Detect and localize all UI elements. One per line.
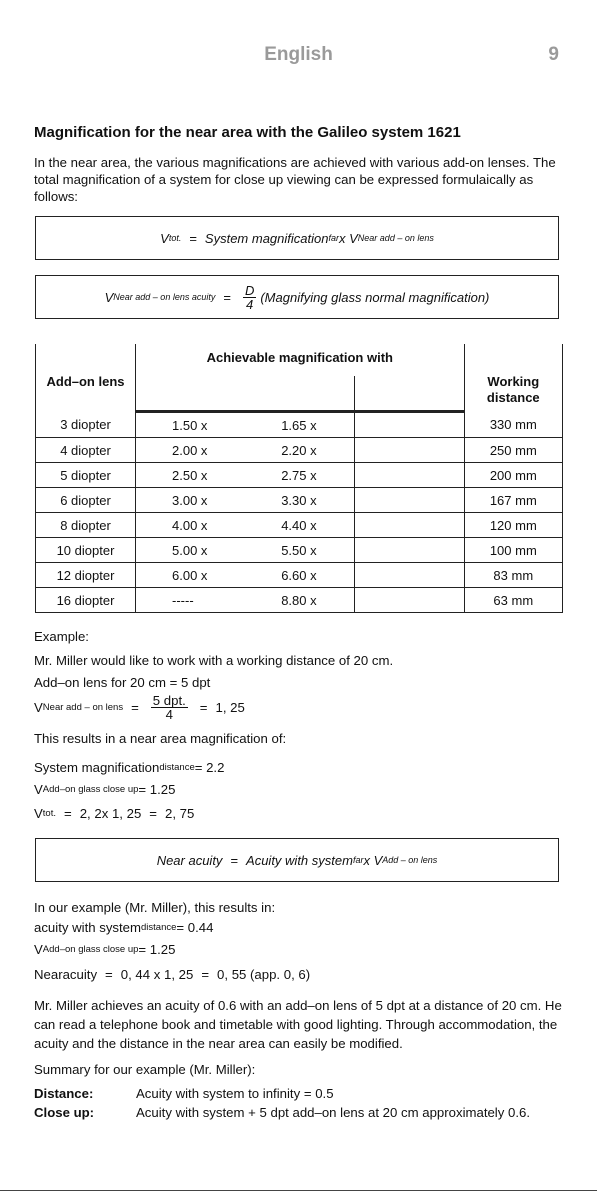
table-row — [36, 513, 563, 538]
table-cell: 2.00 x — [136, 438, 246, 463]
result-intro: In our example (Mr. Miller), this results in: — [34, 900, 276, 915]
formula-times: x V — [339, 230, 358, 246]
table-cell: 5.50 x — [245, 538, 355, 563]
fraction — [243, 284, 256, 311]
summary-distance: Distance: Acuity with system to infinity = 0.5 — [34, 1086, 334, 1101]
formula-times-sub: Near add – on lens — [357, 233, 434, 243]
formula-lhs: V — [104, 289, 114, 305]
equals-sign: = — [223, 289, 231, 305]
example-line: This results in a near area magnification of: — [34, 731, 287, 746]
table-cell: 8.80 x — [245, 588, 355, 613]
table-cell: 4.00 x — [136, 513, 246, 538]
table-cell: 2.50 x — [136, 463, 246, 488]
table-row — [36, 588, 563, 613]
table-cell — [355, 538, 464, 563]
total-magnification-line: V tot. = 2, 2x 1, 25 = 2, 75 — [34, 806, 195, 821]
page-number: 9 — [548, 44, 559, 65]
formula-term-sub: far — [328, 233, 339, 243]
table-cell: 120 mm — [464, 513, 562, 538]
conclusion-paragraph: Mr. Miller achieves an acuity of 0.6 with an add–on lens of 5 dpt at a distance of 20 cm. He can read a telephone book and timetable with good lighting. Through accommodation, the acuity and the distance in the near area can easily be modified. — [34, 998, 562, 1051]
system-magnification-line: System magnification distance = 2.2 — [34, 760, 225, 775]
table-cell: 200 mm — [464, 463, 562, 488]
table-cell: 4.40 x — [245, 513, 355, 538]
fraction-denominator: 4 — [246, 296, 254, 312]
table-cell: 3.30 x — [245, 488, 355, 513]
table-cell: 2.20 x — [245, 438, 355, 463]
acuity-line: acuity with system distance = 0.44 — [34, 920, 214, 935]
formula-lhs-sub: tot. — [168, 233, 182, 243]
table-cell: 3 diopter — [36, 412, 136, 438]
table-row — [36, 463, 563, 488]
near-acuity-line: Nearacuity = 0, 44 x 1, 25 = 0, 55 (app. 0, 6) — [34, 967, 311, 982]
table-cell: 6 diopter — [36, 488, 136, 513]
table-row — [36, 538, 563, 563]
formula-term: System magnification — [204, 230, 329, 246]
table-cell: 6.60 x — [245, 563, 355, 588]
table-cell: 3.00 x — [136, 488, 246, 513]
header-language: English — [264, 44, 333, 65]
table-row — [36, 412, 563, 438]
table-row — [36, 438, 563, 463]
table-cell: 5.00 x — [136, 538, 246, 563]
table-row — [36, 563, 563, 588]
table-cell: 1.65 x — [245, 412, 355, 438]
table-row — [36, 488, 563, 513]
table-cell: 167 mm — [464, 488, 562, 513]
example-line: Add–on lens for 20 cm = 5 dpt — [34, 675, 211, 690]
table-cell: 6.00 x — [136, 563, 246, 588]
formula-lhs-sub: Near add – on lens acuity — [113, 292, 216, 302]
table-cell — [355, 412, 464, 438]
header-achievable: Achievable magnification with — [136, 344, 465, 376]
table-cell: 63 mm — [464, 588, 562, 613]
table-cell: 4 diopter — [36, 438, 136, 463]
formula-description: (Magnifying glass normal magnification) — [260, 289, 490, 305]
header-addon-lens: Add–on lens — [36, 344, 136, 412]
table-cell: 330 mm — [464, 412, 562, 438]
formula-total-magnification — [35, 216, 559, 260]
table-cell — [355, 463, 464, 488]
fraction-numerator: D — [244, 282, 255, 298]
addon-glass-line: V Add–on glass close up = 1.25 — [34, 942, 176, 957]
formula-lhs: V — [160, 230, 169, 246]
equals-sign: = — [189, 230, 197, 246]
table-cell — [355, 488, 464, 513]
table-cell: 83 mm — [464, 563, 562, 588]
magnification-table — [35, 344, 563, 613]
table-cell: 250 mm — [464, 438, 562, 463]
table-cell: 12 diopter — [36, 563, 136, 588]
example-equation: V Near add – on lens = $\frac{\text{5 dpt.}}{4}$ = 1, 25 — [34, 693, 245, 722]
summary-closeup: Close up: Acuity with system + 5 dpt add–on lens at 20 cm approximately 0.6. — [34, 1105, 530, 1120]
table-cell — [355, 513, 464, 538]
table-cell: 1.50 x — [136, 412, 246, 438]
table-cell — [355, 438, 464, 463]
table-cell — [355, 563, 464, 588]
table-cell: ----- — [136, 588, 246, 613]
formula-near-addon — [35, 275, 559, 319]
table-cell: 8 diopter — [36, 513, 136, 538]
example-line: Mr. Miller would like to work with a working distance of 20 cm. — [34, 653, 394, 668]
fraction: $\frac{\text{5 dpt.}}{4}$ — [152, 693, 186, 722]
table-cell — [355, 588, 464, 613]
intro-paragraph: In the near area, the various magnifications are achieved with various add-on lenses. The total magnification of a system for close up viewing can be expressed formulaically as follows: — [34, 155, 556, 204]
table-cell: 5 diopter — [36, 463, 136, 488]
table-cell: 16 diopter — [36, 588, 136, 613]
bottom-rule — [0, 1190, 597, 1191]
addon-glass-line: V Add–on glass close up = 1.25 — [34, 782, 176, 797]
example-label: Example: — [34, 629, 89, 644]
formula-near-acuity: Near acuity = Acuity with system far x V Add – on lens — [35, 838, 559, 882]
table-cell: 100 mm — [464, 538, 562, 563]
section-title: Magnification for the near area with the Galileo system 1621 — [34, 124, 461, 141]
table-cell: 10 diopter — [36, 538, 136, 563]
summary-intro: Summary for our example (Mr. Miller): — [34, 1062, 256, 1077]
header-working-distance: Working distance — [464, 344, 562, 412]
table-cell: 2.75 x — [245, 463, 355, 488]
